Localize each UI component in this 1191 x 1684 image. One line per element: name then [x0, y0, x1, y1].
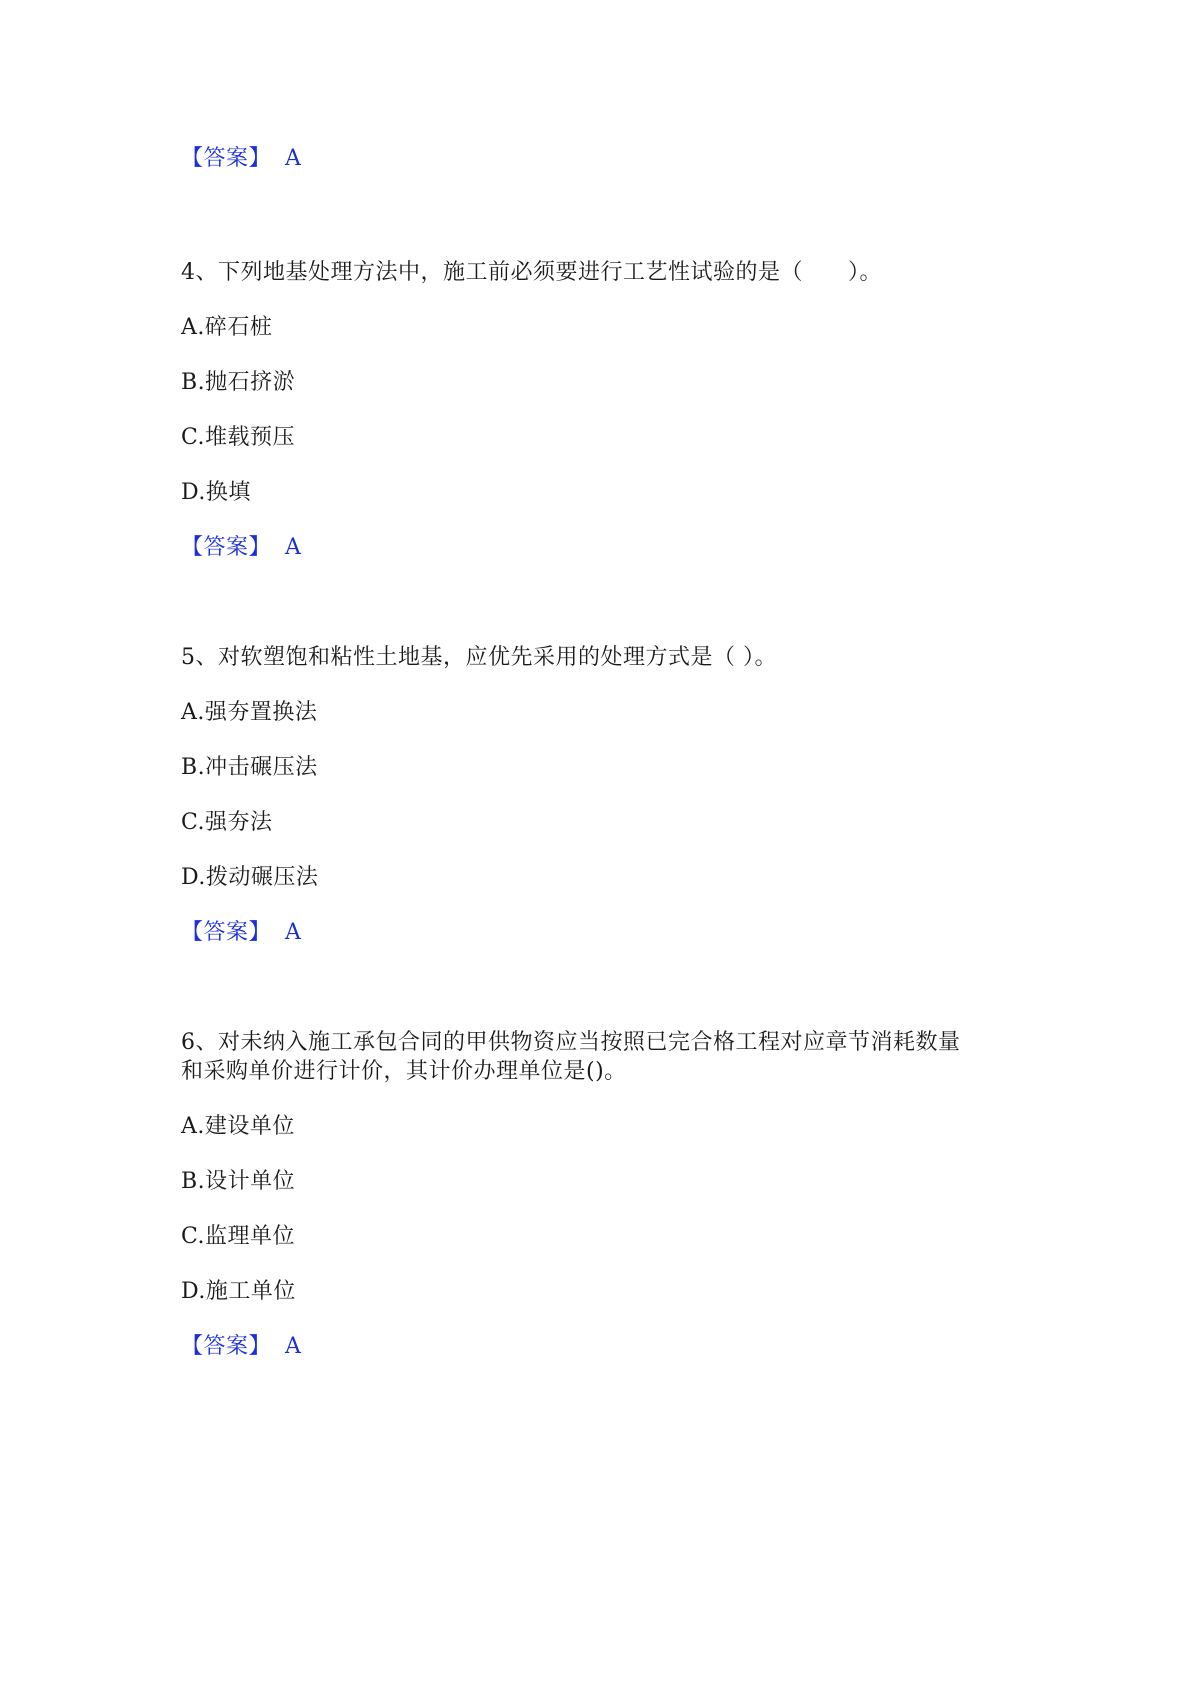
- question-5-stem: 5、对软塑饱和粘性土地基，应优先采用的处理方式是（ ）。: [181, 645, 777, 670]
- question-5-option-a: A.强夯置换法: [181, 700, 318, 725]
- question-4-option-b: B.抛石挤淤: [181, 370, 296, 395]
- answer-label: 【答案】: [181, 1334, 272, 1359]
- question-6-option-a: A.建设单位: [181, 1114, 295, 1139]
- question-5-option-d: D.拨动碾压法: [181, 865, 319, 890]
- question-6-option-b: B.设计单位: [181, 1169, 296, 1194]
- question-4-option-d: D.换填: [181, 480, 251, 505]
- question-5-option-c: C.强夯法: [181, 810, 273, 835]
- question-6-stem-line-2: 和采购单价进行计价，其计价办理单位是()。: [181, 1059, 627, 1084]
- answer-line-q6: [181, 1332, 301, 1362]
- answer-line-q4: [181, 533, 301, 563]
- answer-line-q3: [181, 144, 301, 174]
- question-4-option-a: A.碎石桩: [181, 315, 273, 340]
- question-6-stem-line-1: 6、对未纳入施工承包合同的甲供物资应当按照已完合格工程对应章节消耗数量: [181, 1030, 961, 1055]
- question-6-option-c: C.监理单位: [181, 1224, 296, 1249]
- question-4-stem: 4、下列地基处理方法中，施工前必须要进行工艺性试验的是（ ）。: [181, 260, 882, 285]
- answer-label: 【答案】: [181, 535, 272, 560]
- answer-line-q5: [181, 918, 301, 948]
- answer-label: 【答案】: [181, 146, 272, 171]
- answer-label: 【答案】: [181, 920, 272, 945]
- question-4-option-c: C.堆载预压: [181, 425, 296, 450]
- question-6-option-d: D.施工单位: [181, 1279, 296, 1304]
- answer-value: A: [285, 535, 302, 560]
- answer-value: A: [285, 146, 302, 171]
- question-5-option-b: B.冲击碾压法: [181, 755, 318, 780]
- answer-value: A: [285, 920, 302, 945]
- answer-value: A: [285, 1334, 302, 1359]
